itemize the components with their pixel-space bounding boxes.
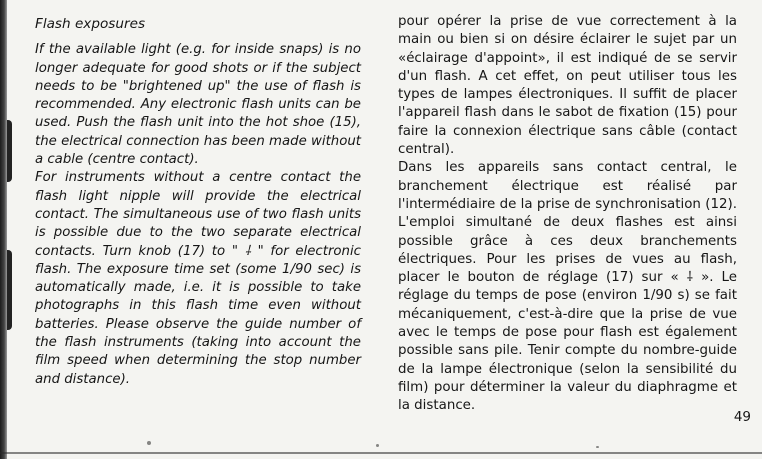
french-paragraph: pour opérer la prise de vue correctement à la main ou bien si on désire éclairer le sujet par un «éclairage d'appoint», il est indiqué de se servir d'un flash. A cet effet, on peut utiliser tous les types de lampes électroniques. Il suffit de placer l'appareil flash dans le sabot de fixation (15) pour faire la connexion électrique sans câble (contact central). (398, 14, 737, 158)
binding-shadow-mark (7, 250, 12, 330)
french-column (398, 13, 737, 416)
binding-shadow-mark (7, 120, 12, 182)
print-speck (596, 446, 599, 448)
page-binding-edge (0, 0, 7, 459)
english-paragraph: If the available light (e.g. for inside snaps) is no longer adequate for good shots or if the subject needs to be "brightened up" the use of flash is recommended. Any electronic flash units can be used. Push the flash unit into the hot shoe (15), the electrical connection has been made without a cable (centre contact). (35, 42, 361, 168)
print-speck (147, 441, 151, 445)
page-number: 49 (733, 409, 751, 425)
print-speck (376, 444, 379, 447)
section-heading: Flash exposures (35, 16, 146, 32)
page-bottom-edge (0, 452, 762, 454)
english-paragraph: For instruments without a centre contact the flash light nipple will provide the electrical contact. The simultaneous use of two flash units is possible due to the two separate electrical contacts. Turn knob (17) to " ⸸ " for electronic flash. The exposure time set (some 1/90 sec) is automatically made, i.e. it is possible to take photographs in this flash time even without batteries. Please observe the guide number of the flash instruments (taking into account the film speed when determining the stop number and distance). (35, 170, 361, 387)
english-column (35, 15, 361, 389)
french-paragraph: Dans les appareils sans contact central, le branchement électrique est réalisé par l'intermédiaire de la prise de synchronisation (12). L'emploi simultané de deux flashes est ainsi possible grâce à ces deux branchements électriques. Pour les prises de vues au flash, placer le bouton de réglage (17) sur « ⸸ ». Le réglage du temps de pose (environ 1/90 s) se fait mécaniquement, c'est-à-dire que la prise de vue avec le temps de pose pour flash est également possible sans pile. Tenir compte du nombre-guide de la lampe électronique (selon la sensibilité du film) pour déterminer la valeur du diaphragme et la distance. (398, 160, 737, 414)
